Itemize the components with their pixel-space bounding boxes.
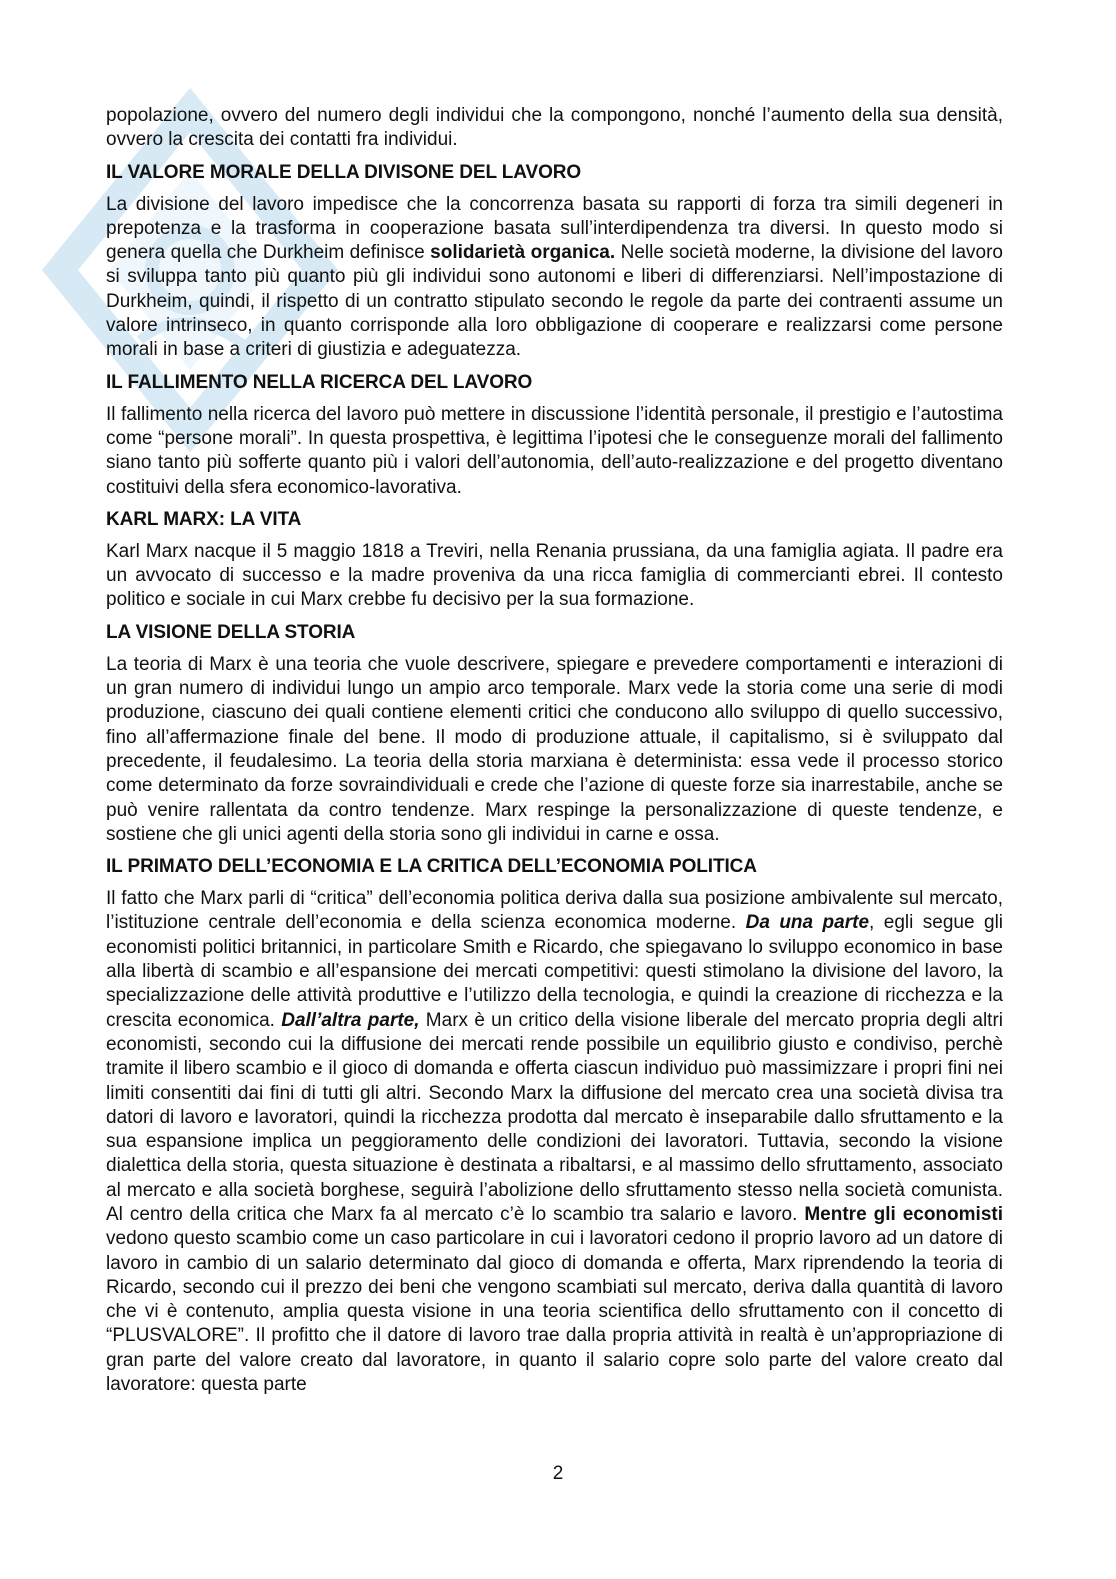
section-heading-primato-economia: IL PRIMATO DELL’ECONOMIA E LA CRITICA DELL’ECONOMIA POLITICA — [106, 856, 757, 878]
bold-italic-term: Dall’altra parte, — [281, 1009, 420, 1031]
page-number: 2 — [552, 1463, 564, 1484]
text-run: Marx è un critico della visione liberale del mercato propria degli altri economisti, secondo cui la diffusione dei mercati rende possibile un equilibrio giusto e condiviso, perchè tramite il libero scambio e il gioco di domanda e offerta ciascun individuo può massimizzare i propri fini nei limiti consentiti dai fini di tutti gli altri. Secondo Marx la diffusione del mercato crea una società divisa tra datori di lavoro e lavoratori, quindi la ricchezza prodotta dal mercato è inseparabile dallo sfruttamento e la sua espansione implica un peggioramento delle condizioni dei lavoratori. Tuttavia, secondo la visione dialettica della storia, questa situazione è destinata a ribaltarsi, e al massimo dello sfruttamento, associato al mercato e alla società borghese, seguirà l’abolizione dello sfruttamento stesso nella società comunista. Al centro della critica che Marx fa al mercato c’è lo scambio tra salario e lavoro. — [106, 1009, 1003, 1225]
section-paragraph-visione-storia: La teoria di Marx è una teoria che vuole descrivere, spiegare e prevedere comportamenti e interazioni di un gran numero di individui lungo un ampio arco temporale. Marx vede la storia come una serie di modi produzione, ciascuno dei quali contiene elementi critici che conducono allo sviluppo di quello successivo, fino all’affermazione finale del bene. Il modo di produzione attuale, il capitalismo, si è sviluppato dal precedente, il feudalesimo. La teoria della storia marxiana è determinista: essa vede il processo storico come determinato da forze sovraindividuali e crede che l’azione di queste forze sia inarrestabile, anche se può venire rallentata da contro tendenze. Marx respinge la personalizzazione di queste tendenze, e sostiene che gli unici agenti della storia sono gli individui in carne e ossa. — [106, 653, 1003, 845]
section-paragraph-marx-vita: Karl Marx nacque il 5 maggio 1818 a Treviri, nella Renania prussiana, da una famiglia agiata. Il padre era un avvocato di successo e la madre proveniva da una ricca famiglia di commercianti ebrei. Il contesto politico e sociale in cui Marx crebbe fu decisivo per la sua formazione. — [106, 540, 1003, 611]
bold-italic-term: Da una parte — [745, 912, 870, 934]
section-paragraph-primato-economia — [106, 887, 1003, 1397]
text-run: Il fatto che Marx parli di “critica” dell’economia politica deriva dalla sua posizione ambivalente sul mercato, l’istituzione centrale dell’economia e della scienza economica moderne. — [106, 888, 1003, 934]
section-heading-valore-morale: IL VALORE MORALE DELLA DIVISONE DEL LAVORO — [106, 161, 582, 183]
intro-paragraph: popolazione, ovvero del numero degli individui che la compongono, nonché l’aumento della sua densità, ovvero la crescita dei contatti fra individui. — [106, 105, 1003, 151]
document-body — [106, 104, 1003, 1405]
section-heading-visione-storia: LA VISIONE DELLA STORIA — [106, 621, 356, 643]
bold-term: Mentre gli economisti — [804, 1203, 1003, 1225]
text-run: vedono questo scambio come un caso particolare in cui i lavoratori cedono il proprio lavoro ad un datore di lavoro in cambio di un salario determinato dal gioco di domanda e offerta, Marx riprendendo la teoria di Ricardo, secondo cui il prezzo dei beni che vengono scambiati sul mercato, deriva dalla quantità di lavoro che vi è contenuto, amplia questa visione in una teoria scientifica dello sfruttamento con il concetto di “PLUSVALORE”. Il profitto che il datore di lavoro trae dalla propria attività in realtà è un’appropriazione di gran parte del valore creato dal lavoratore, in quanto il salario copre solo parte del valore creato dal lavoratore: questa parte — [106, 1228, 1003, 1396]
section-paragraph-fallimento: Il fallimento nella ricerca del lavoro può mettere in discussione l’identità personale, il prestigio e l’autostima come “persone morali”. In questa prospettiva, è legittima l’ipotesi che le conseguenze morali del fallimento siano tanto più sofferte quanto più i valori dell’autonomia, dell’auto-realizzazione e del progetto diventano costituivi della sfera economico-lavorativa. — [106, 403, 1003, 498]
text-run: Nelle società moderne, la divisione del lavoro si sviluppa tanto più quanto più gli individui sono autonomi e liberi di differenziarsi. Nell’impostazione di Durkheim, quindi, il rispetto di un contratto stipulato secondo le regole da parte dei contraenti assume un valore intrinseco, in quanto corrisponde alla loro obbligazione di cooperare e realizzarsi come persone morali in base a criteri di giustizia e adeguatezza. — [106, 242, 1003, 361]
text-run: La divisione del lavoro impedisce che la concorrenza basata su rapporti di forza tra simili degeneri in prepotenza e la trasforma in cooperazione basata sull’interdipendenza tra diversi. In questo modo si genera quella che Durkheim definisce — [106, 193, 1003, 264]
section-heading-fallimento: IL FALLIMENTO NELLA RICERCA DEL LAVORO — [106, 371, 533, 393]
bold-term-solidarieta: solidarietà organica. — [430, 242, 616, 264]
section-paragraph-valore-morale — [106, 193, 1003, 363]
section-heading-marx-vita: KARL MARX: LA VITA — [106, 508, 302, 530]
text-run: , egli segue gli economisti politici britannici, in particolare Smith e Ricardo, che spiegavano lo sviluppo economico in base alla libertà di scambio e all’espansione dei mercati competitivi: questi stimolano la divisione del lavoro, la specializzazione delle attività produttive e l’utilizzo della tecnologia, e quindi la creazione di ricchezza e la crescita economica. — [106, 912, 1004, 1031]
